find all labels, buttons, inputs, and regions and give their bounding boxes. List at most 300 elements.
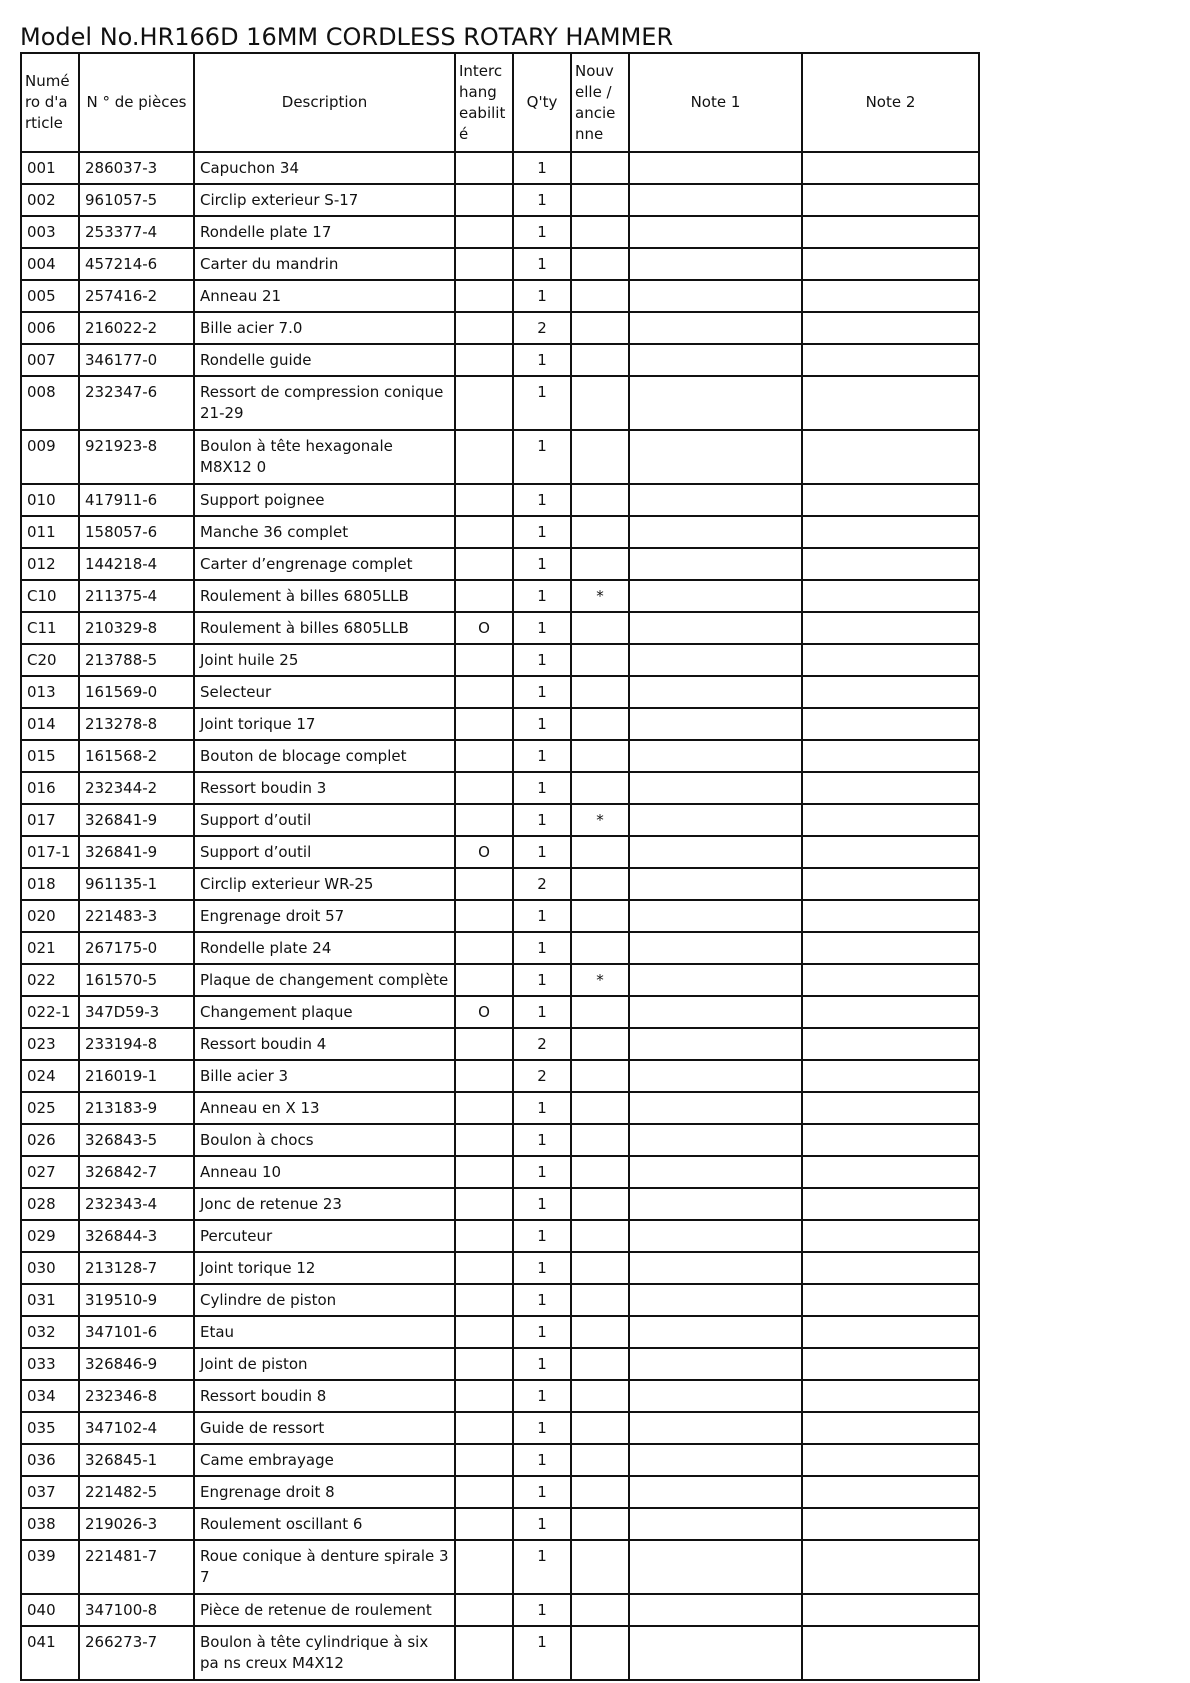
quantity-cell: 1	[513, 1380, 571, 1412]
table-row	[21, 1348, 979, 1380]
interchangeability-cell	[455, 580, 513, 612]
part-number-cell: 961135-1	[79, 868, 194, 900]
note-1-cell	[629, 484, 802, 516]
note-2-cell	[802, 804, 979, 836]
quantity-cell: 1	[513, 1348, 571, 1380]
note-1-cell	[629, 516, 802, 548]
note-2-cell	[802, 312, 979, 344]
description-cell: Jonc de retenue 23	[194, 1188, 455, 1220]
new-old-cell	[571, 430, 629, 484]
part-number-cell: 267175-0	[79, 932, 194, 964]
description-cell: Plaque de changement complète	[194, 964, 455, 996]
description-cell: Joint huile 25	[194, 644, 455, 676]
quantity-cell: 1	[513, 1092, 571, 1124]
interchangeability-cell	[455, 516, 513, 548]
note-2-cell	[802, 1220, 979, 1252]
interchangeability-cell	[455, 804, 513, 836]
note-2-cell	[802, 1380, 979, 1412]
new-old-cell	[571, 1060, 629, 1092]
interchangeability-cell	[455, 1028, 513, 1060]
part-number-cell: 253377-4	[79, 216, 194, 248]
note-1-cell	[629, 1594, 802, 1626]
note-1-cell	[629, 184, 802, 216]
quantity-cell: 1	[513, 516, 571, 548]
interchangeability-cell	[455, 1508, 513, 1540]
quantity-cell: 2	[513, 1060, 571, 1092]
quantity-cell: 1	[513, 1284, 571, 1316]
note-1-cell	[629, 804, 802, 836]
item-number-cell: 037	[21, 1476, 79, 1508]
note-2-cell	[802, 1444, 979, 1476]
description-cell: Engrenage droit 57	[194, 900, 455, 932]
new-old-cell	[571, 676, 629, 708]
note-2-cell	[802, 216, 979, 248]
note-1-cell	[629, 548, 802, 580]
interchangeability-cell	[455, 184, 513, 216]
interchangeability-cell	[455, 1060, 513, 1092]
table-row	[21, 1380, 979, 1412]
table-row	[21, 836, 979, 868]
interchangeability-cell: O	[455, 612, 513, 644]
note-1-cell	[629, 1626, 802, 1680]
description-cell: Bille acier 3	[194, 1060, 455, 1092]
description-cell: Ressort boudin 4	[194, 1028, 455, 1060]
item-number-cell: 021	[21, 932, 79, 964]
note-1-cell	[629, 376, 802, 430]
table-row	[21, 964, 979, 996]
quantity-cell: 1	[513, 580, 571, 612]
part-number-cell: 232346-8	[79, 1380, 194, 1412]
part-number-cell: 232347-6	[79, 376, 194, 430]
part-number-cell: 213278-8	[79, 708, 194, 740]
item-number-cell: 012	[21, 548, 79, 580]
description-cell: Joint torique 17	[194, 708, 455, 740]
quantity-cell: 1	[513, 612, 571, 644]
new-old-cell	[571, 152, 629, 184]
description-cell: Ressort boudin 8	[194, 1380, 455, 1412]
item-number-cell: 015	[21, 740, 79, 772]
interchangeability-cell	[455, 248, 513, 280]
quantity-cell: 1	[513, 1476, 571, 1508]
note-2-cell	[802, 280, 979, 312]
new-old-cell	[571, 248, 629, 280]
note-2-cell	[802, 1540, 979, 1594]
note-2-cell	[802, 1626, 979, 1680]
table-row	[21, 516, 979, 548]
note-2-cell	[802, 516, 979, 548]
interchangeability-cell	[455, 344, 513, 376]
note-2-cell	[802, 1124, 979, 1156]
quantity-cell: 1	[513, 1626, 571, 1680]
interchangeability-cell	[455, 152, 513, 184]
description-cell: Roulement à billes 6805LLB	[194, 580, 455, 612]
table-row	[21, 740, 979, 772]
description-cell: Pièce de retenue de roulement	[194, 1594, 455, 1626]
new-old-cell	[571, 1252, 629, 1284]
table-row	[21, 708, 979, 740]
quantity-cell: 1	[513, 344, 571, 376]
description-cell: Anneau 10	[194, 1156, 455, 1188]
item-number-cell: C10	[21, 580, 79, 612]
item-number-cell: 036	[21, 1444, 79, 1476]
interchangeability-cell	[455, 548, 513, 580]
parts-table	[20, 52, 980, 1681]
item-number-cell: 022-1	[21, 996, 79, 1028]
quantity-cell: 2	[513, 1028, 571, 1060]
table-header	[21, 53, 979, 152]
item-number-cell: 025	[21, 1092, 79, 1124]
new-old-cell	[571, 516, 629, 548]
table-row	[21, 1092, 979, 1124]
description-cell: Selecteur	[194, 676, 455, 708]
new-old-cell	[571, 900, 629, 932]
note-1-cell	[629, 676, 802, 708]
note-1-cell	[629, 1124, 802, 1156]
header-qty: Q'ty	[513, 53, 571, 152]
quantity-cell: 1	[513, 376, 571, 430]
header-interchangeability: Interc hang eabilit é	[455, 53, 513, 152]
item-number-cell: 032	[21, 1316, 79, 1348]
item-number-cell: 041	[21, 1626, 79, 1680]
part-number-cell: 221482-5	[79, 1476, 194, 1508]
item-number-cell: 033	[21, 1348, 79, 1380]
note-1-cell	[629, 1188, 802, 1220]
page-title: Model No.HR166D 16MM CORDLESS ROTARY HAMMER	[20, 23, 674, 51]
interchangeability-cell	[455, 1252, 513, 1284]
item-number-cell: 023	[21, 1028, 79, 1060]
note-2-cell	[802, 868, 979, 900]
new-old-cell	[571, 1284, 629, 1316]
part-number-cell: 144218-4	[79, 548, 194, 580]
part-number-cell: 213183-9	[79, 1092, 194, 1124]
description-cell: Came embrayage	[194, 1444, 455, 1476]
quantity-cell: 1	[513, 1316, 571, 1348]
note-1-cell	[629, 152, 802, 184]
quantity-cell: 1	[513, 1594, 571, 1626]
quantity-cell: 1	[513, 676, 571, 708]
new-old-cell	[571, 1380, 629, 1412]
interchangeability-cell	[455, 740, 513, 772]
header-description: Description	[194, 53, 455, 152]
table-row	[21, 1124, 979, 1156]
description-cell: Roulement oscillant 6	[194, 1508, 455, 1540]
table-row	[21, 1028, 979, 1060]
quantity-cell: 1	[513, 900, 571, 932]
table-row	[21, 1508, 979, 1540]
item-number-cell: 040	[21, 1594, 79, 1626]
new-old-cell	[571, 996, 629, 1028]
new-old-cell	[571, 1188, 629, 1220]
note-2-cell	[802, 932, 979, 964]
new-old-cell	[571, 1028, 629, 1060]
table-row	[21, 644, 979, 676]
header-new-old: Nouv elle / ancie nne	[571, 53, 629, 152]
description-cell: Anneau 21	[194, 280, 455, 312]
new-old-cell	[571, 1348, 629, 1380]
note-1-cell	[629, 280, 802, 312]
note-2-cell	[802, 836, 979, 868]
interchangeability-cell	[455, 1540, 513, 1594]
interchangeability-cell	[455, 1348, 513, 1380]
item-number-cell: 027	[21, 1156, 79, 1188]
table-row	[21, 996, 979, 1028]
note-1-cell	[629, 312, 802, 344]
part-number-cell: 347D59-3	[79, 996, 194, 1028]
description-cell: Support d’outil	[194, 804, 455, 836]
table-row	[21, 1626, 979, 1680]
part-number-cell: 233194-8	[79, 1028, 194, 1060]
item-number-cell: 029	[21, 1220, 79, 1252]
description-cell: Engrenage droit 8	[194, 1476, 455, 1508]
table-row	[21, 1444, 979, 1476]
note-2-cell	[802, 964, 979, 996]
description-cell: Joint torique 12	[194, 1252, 455, 1284]
item-number-cell: 014	[21, 708, 79, 740]
quantity-cell: 1	[513, 248, 571, 280]
note-1-cell	[629, 344, 802, 376]
table-row	[21, 900, 979, 932]
quantity-cell: 1	[513, 708, 571, 740]
new-old-cell	[571, 1316, 629, 1348]
description-cell: Changement plaque	[194, 996, 455, 1028]
note-2-cell	[802, 1508, 979, 1540]
part-number-cell: 319510-9	[79, 1284, 194, 1316]
note-2-cell	[802, 344, 979, 376]
new-old-cell	[571, 1508, 629, 1540]
item-number-cell: 002	[21, 184, 79, 216]
new-old-cell	[571, 932, 629, 964]
part-number-cell: 346177-0	[79, 344, 194, 376]
item-number-cell: 034	[21, 1380, 79, 1412]
quantity-cell: 2	[513, 312, 571, 344]
table-row	[21, 280, 979, 312]
quantity-cell: 1	[513, 836, 571, 868]
note-1-cell	[629, 644, 802, 676]
quantity-cell: 2	[513, 868, 571, 900]
interchangeability-cell: O	[455, 836, 513, 868]
interchangeability-cell	[455, 1316, 513, 1348]
item-number-cell: 003	[21, 216, 79, 248]
note-2-cell	[802, 1594, 979, 1626]
item-number-cell: 017-1	[21, 836, 79, 868]
note-2-cell	[802, 1092, 979, 1124]
description-cell: Bille acier 7.0	[194, 312, 455, 344]
new-old-cell	[571, 1156, 629, 1188]
note-2-cell	[802, 184, 979, 216]
part-number-cell: 326841-9	[79, 836, 194, 868]
interchangeability-cell	[455, 900, 513, 932]
description-cell: Circlip exterieur WR-25	[194, 868, 455, 900]
interchangeability-cell	[455, 1412, 513, 1444]
table-row	[21, 1476, 979, 1508]
note-2-cell	[802, 484, 979, 516]
item-number-cell: 010	[21, 484, 79, 516]
header-part-no: N ° de pièces	[79, 53, 194, 152]
quantity-cell: 1	[513, 484, 571, 516]
description-cell: Guide de ressort	[194, 1412, 455, 1444]
interchangeability-cell	[455, 484, 513, 516]
new-old-cell	[571, 836, 629, 868]
quantity-cell: 1	[513, 644, 571, 676]
interchangeability-cell	[455, 772, 513, 804]
part-number-cell: 221483-3	[79, 900, 194, 932]
interchangeability-cell	[455, 1380, 513, 1412]
quantity-cell: 1	[513, 430, 571, 484]
interchangeability-cell	[455, 312, 513, 344]
part-number-cell: 213788-5	[79, 644, 194, 676]
table-row	[21, 1594, 979, 1626]
interchangeability-cell	[455, 868, 513, 900]
note-2-cell	[802, 548, 979, 580]
new-old-cell	[571, 612, 629, 644]
new-old-cell	[571, 280, 629, 312]
note-2-cell	[802, 1284, 979, 1316]
item-number-cell: 038	[21, 1508, 79, 1540]
note-2-cell	[802, 900, 979, 932]
new-old-cell	[571, 484, 629, 516]
note-1-cell	[629, 1028, 802, 1060]
note-1-cell	[629, 996, 802, 1028]
new-old-cell: *	[571, 804, 629, 836]
interchangeability-cell	[455, 280, 513, 312]
item-number-cell: 006	[21, 312, 79, 344]
table-row	[21, 1188, 979, 1220]
quantity-cell: 1	[513, 1156, 571, 1188]
quantity-cell: 1	[513, 1220, 571, 1252]
note-1-cell	[629, 1444, 802, 1476]
quantity-cell: 1	[513, 1124, 571, 1156]
item-number-cell: 009	[21, 430, 79, 484]
table-row	[21, 312, 979, 344]
description-cell: Carter d’engrenage complet	[194, 548, 455, 580]
description-cell: Joint de piston	[194, 1348, 455, 1380]
note-2-cell	[802, 430, 979, 484]
description-cell: Support poignee	[194, 484, 455, 516]
note-1-cell	[629, 1508, 802, 1540]
new-old-cell	[571, 1092, 629, 1124]
item-number-cell: 018	[21, 868, 79, 900]
quantity-cell: 1	[513, 996, 571, 1028]
new-old-cell	[571, 216, 629, 248]
description-cell: Roue conique à denture spirale 3 7	[194, 1540, 455, 1594]
table-row	[21, 1220, 979, 1252]
note-2-cell	[802, 1060, 979, 1092]
part-number-cell: 158057-6	[79, 516, 194, 548]
note-2-cell	[802, 676, 979, 708]
part-number-cell: 347101-6	[79, 1316, 194, 1348]
quantity-cell: 1	[513, 184, 571, 216]
interchangeability-cell	[455, 1124, 513, 1156]
part-number-cell: 161570-5	[79, 964, 194, 996]
note-1-cell	[629, 964, 802, 996]
new-old-cell	[571, 376, 629, 430]
description-cell: Boulon à chocs	[194, 1124, 455, 1156]
table-row	[21, 1156, 979, 1188]
new-old-cell	[571, 1220, 629, 1252]
part-number-cell: 326842-7	[79, 1156, 194, 1188]
interchangeability-cell	[455, 1220, 513, 1252]
note-1-cell	[629, 1252, 802, 1284]
note-2-cell	[802, 248, 979, 280]
new-old-cell	[571, 1476, 629, 1508]
item-number-cell: 011	[21, 516, 79, 548]
note-2-cell	[802, 708, 979, 740]
part-number-cell: 347102-4	[79, 1412, 194, 1444]
table-row	[21, 216, 979, 248]
note-1-cell	[629, 1380, 802, 1412]
note-1-cell	[629, 612, 802, 644]
item-number-cell: 024	[21, 1060, 79, 1092]
description-cell: Manche 36 complet	[194, 516, 455, 548]
description-cell: Support d’outil	[194, 836, 455, 868]
part-number-cell: 326846-9	[79, 1348, 194, 1380]
table-row	[21, 1316, 979, 1348]
quantity-cell: 1	[513, 1188, 571, 1220]
part-number-cell: 921923-8	[79, 430, 194, 484]
quantity-cell: 1	[513, 1412, 571, 1444]
note-2-cell	[802, 580, 979, 612]
item-number-cell: 016	[21, 772, 79, 804]
part-number-cell: 286037-3	[79, 152, 194, 184]
interchangeability-cell	[455, 1092, 513, 1124]
table-row	[21, 344, 979, 376]
new-old-cell	[571, 344, 629, 376]
note-2-cell	[802, 1348, 979, 1380]
note-1-cell	[629, 1476, 802, 1508]
item-number-cell: C20	[21, 644, 79, 676]
new-old-cell	[571, 1594, 629, 1626]
description-cell: Ressort boudin 3	[194, 772, 455, 804]
item-number-cell: C11	[21, 612, 79, 644]
part-number-cell: 961057-5	[79, 184, 194, 216]
table-row	[21, 1540, 979, 1594]
note-2-cell	[802, 1028, 979, 1060]
interchangeability-cell	[455, 1594, 513, 1626]
interchangeability-cell	[455, 932, 513, 964]
new-old-cell	[571, 772, 629, 804]
quantity-cell: 1	[513, 932, 571, 964]
item-number-cell: 039	[21, 1540, 79, 1594]
new-old-cell	[571, 1444, 629, 1476]
table-row	[21, 804, 979, 836]
quantity-cell: 1	[513, 964, 571, 996]
new-old-cell: *	[571, 964, 629, 996]
description-cell: Etau	[194, 1316, 455, 1348]
note-1-cell	[629, 932, 802, 964]
note-1-cell	[629, 1156, 802, 1188]
item-number-cell: 031	[21, 1284, 79, 1316]
description-cell: Rondelle plate 24	[194, 932, 455, 964]
part-number-cell: 219026-3	[79, 1508, 194, 1540]
table-row	[21, 868, 979, 900]
note-1-cell	[629, 1284, 802, 1316]
quantity-cell: 1	[513, 1444, 571, 1476]
table-row	[21, 1252, 979, 1284]
note-1-cell	[629, 708, 802, 740]
new-old-cell	[571, 644, 629, 676]
quantity-cell: 1	[513, 804, 571, 836]
note-2-cell	[802, 612, 979, 644]
quantity-cell: 1	[513, 280, 571, 312]
part-number-cell: 232343-4	[79, 1188, 194, 1220]
description-cell: Circlip exterieur S-17	[194, 184, 455, 216]
table-row	[21, 612, 979, 644]
header-note-1: Note 1	[629, 53, 802, 152]
item-number-cell: 028	[21, 1188, 79, 1220]
description-cell: Bouton de blocage complet	[194, 740, 455, 772]
table-row	[21, 1284, 979, 1316]
description-cell: Rondelle guide	[194, 344, 455, 376]
